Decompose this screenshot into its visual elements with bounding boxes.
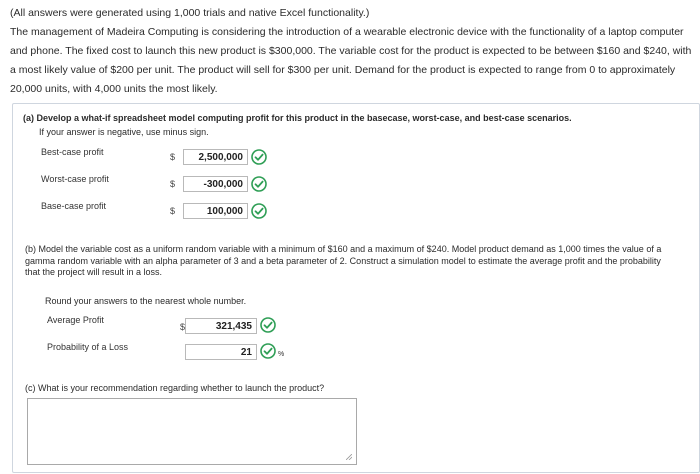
problem-statement: The management of Madeira Computing is considering the introduction of a wearable electronic device with the functionality of a laptop computer and phone. The fixed cost to launch this new product is $300,000. The variable cost for the product is expected to be between $160 and $240, with a most likely value of $200 per unit. The product will sell for $300 per unit. Demand for the product is expected to range from 0 to approximately 20,000 units, with 4,000 units the most likely.	[10, 26, 692, 95]
loss-probability-input[interactable]: 21	[185, 344, 257, 360]
part-b-instruction: Round your answers to the nearest whole number.	[45, 296, 247, 306]
percent-unit: %	[278, 351, 285, 358]
part-a-instruction: If your answer is negative, use minus sign.	[39, 127, 209, 137]
check-icon	[251, 176, 267, 192]
base-case-input[interactable]: 100,000	[183, 203, 248, 219]
part-b-question: (b) Model the variable cost as a uniform random variable with a minimum of $160 and a maximum of $240. Model product demand as 1,000 times the value of a gamma random variable with an alpha parameter of 3 and a beta parameter of 2. Construct a simulation model to estimate the average profit and the probability that the project will result in a loss.	[25, 244, 662, 277]
average-profit-label: Average Profit	[47, 315, 104, 325]
average-profit-currency: $	[180, 322, 186, 332]
part-c-question: (c) What is your recommendation regarding whether to launch the product?	[25, 383, 325, 393]
answer-panel	[12, 103, 700, 473]
check-icon	[251, 149, 267, 165]
worst-case-currency: $	[170, 179, 176, 189]
trials-note: (All answers were generated using 1,000 trials and native Excel functionality.)	[10, 7, 370, 19]
check-icon	[251, 203, 267, 219]
problem-intro	[10, 4, 696, 99]
worst-case-input[interactable]: -300,000	[183, 176, 248, 192]
best-case-label: Best-case profit	[41, 147, 104, 157]
loss-probability-label: Probability of a Loss	[47, 342, 129, 352]
check-icon	[260, 343, 276, 359]
average-profit-input[interactable]: 321,435	[185, 318, 257, 334]
check-icon	[260, 317, 276, 333]
worst-case-label: Worst-case profit	[41, 174, 109, 184]
base-case-currency: $	[170, 206, 176, 216]
recommendation-textarea[interactable]	[27, 398, 357, 465]
best-case-currency: $	[170, 152, 176, 162]
best-case-input[interactable]: 2,500,000	[183, 149, 248, 165]
resize-handle-icon[interactable]	[346, 454, 352, 460]
part-a-question: (a) Develop a what-if spreadsheet model computing profit for this product in the basecase, worst-case, and best-case scenarios.	[23, 113, 572, 123]
base-case-label: Base-case profit	[41, 201, 107, 211]
